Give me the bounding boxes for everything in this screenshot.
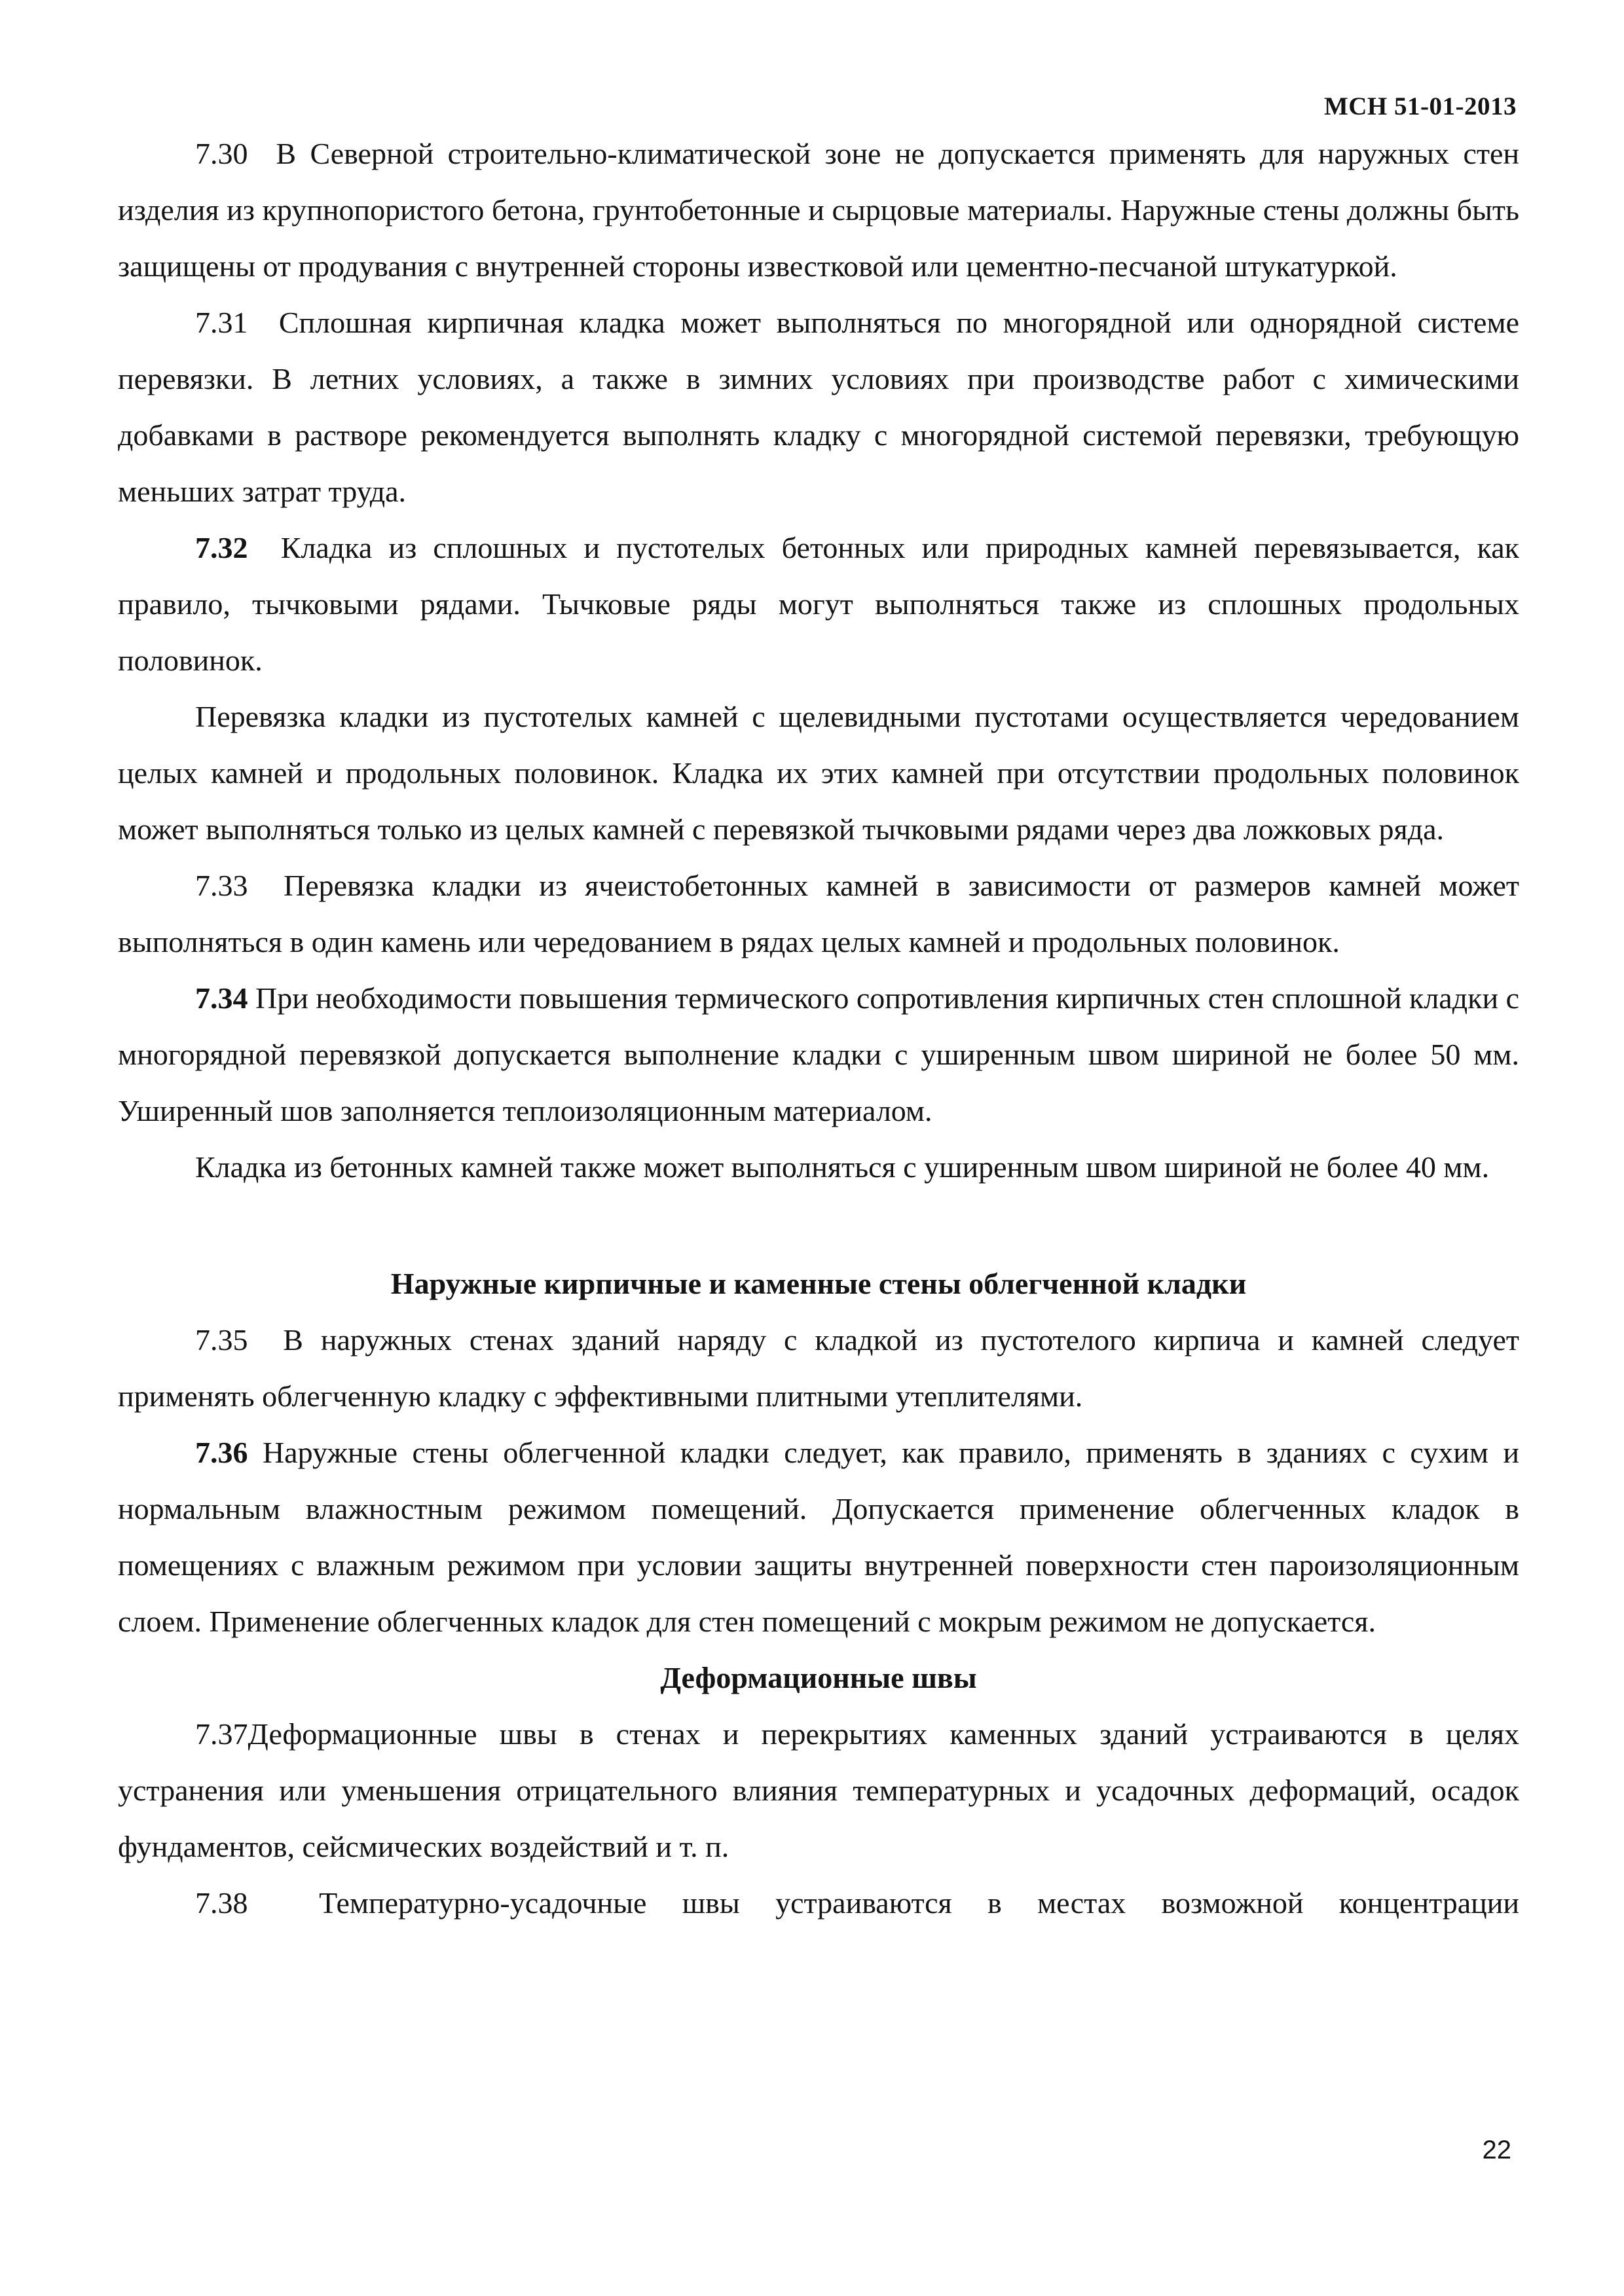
paragraph-7-34 — [118, 970, 1519, 1139]
paragraph-text: Температурно-усадочные швы устраиваются в местах возможной концентрации — [319, 1886, 1519, 1920]
paragraph-7-32 — [118, 520, 1519, 689]
paragraph-text: Кладка из бетонных камней также может выполняться с уширенным швом шириной не более 40 мм. — [195, 1150, 1490, 1184]
paragraph-text: В Северной строительно-климатической зоне не допускается применять для наружных стен изделия из крупнопористого бетона, грунтобетонные и сырцовые материалы. Наружные стены должны быть защищены от продувания с внутренней стороны известковой или цементно-песчаной штукатуркой. — [118, 137, 1520, 283]
clause-number: 7.32 — [195, 531, 248, 564]
paragraph-text: В наружных стенах зданий наряду с кладкой из пустотелого кирпича и камней следует применять облегченную кладку с эффективными плитными утеплителями. — [118, 1323, 1520, 1413]
paragraph-text: При необходимости повышения термического сопротивления кирпичных стен сплошной кладки с многорядной перевязкой допускается выполнение кладки с уширенным швом шириной не более 50 мм. Уширенный шов заполняется теплоизоляционным материалом. — [118, 981, 1520, 1127]
paragraph-7-37 — [118, 1706, 1519, 1875]
section-heading-expansion-joints: Деформационные швы — [660, 1661, 977, 1694]
paragraph-text: Перевязка кладки из ячеистобетонных камней в зависимости от размеров камней может выполняться в один камень или чередованием в рядах целых камней и продольных половинок. — [118, 869, 1519, 958]
clause-number: 7.37 — [195, 1717, 248, 1751]
clause-number: 7.34 — [195, 981, 248, 1015]
clause-number: 7.35 — [195, 1323, 248, 1357]
clause-number: 7.33 — [195, 869, 248, 902]
clause-number: 7.30 — [195, 137, 248, 170]
paragraph-7-38 — [118, 1875, 1519, 1931]
clause-number: 7.31 — [195, 306, 248, 339]
document-body — [118, 126, 1519, 1931]
clause-number: 7.38 — [195, 1886, 248, 1920]
paragraph-7-33 — [118, 858, 1519, 970]
paragraph-text: Сплошная кирпичная кладка может выполняться по многорядной или однорядной системе перевязки. В летних условиях, а также в зимних условиях при производстве работ с химическими добавками в растворе рекомендуется выполнять кладку с многорядной системой перевязки, требующую меньших затрат труда. — [118, 306, 1519, 508]
paragraph-text: Перевязка кладки из пустотелых камней с щелевидными пустотами осуществляется чередованием целых камней и продольных половинок. Кладка их этих камней при отсутствии продольных половинок может выполняться только из целых камней с перевязкой тычковыми рядами через два ложковых ряда. — [118, 700, 1519, 846]
document-code: МСН 51-01-2013 — [1323, 92, 1517, 120]
paragraph-text: Наружные стены облегченной кладки следует, как правило, применять в зданиях с сухим и нормальным влажностным режимом помещений. Допускается применение облегченных кладок в помещениях с влажным режимом при условии защиты внутренней поверхности стен пароизоляционным слоем. Применение облегченных кладок для стен помещений с мокрым режимом не допускается. — [118, 1436, 1519, 1638]
page-number: 22 — [1482, 2136, 1511, 2164]
paragraph-7-31 — [118, 295, 1519, 520]
paragraph-text: Кладка из сплошных и пустотелых бетонных или природных камней перевязывается, как правило, тычковыми рядами. Тычковые ряды могут выполняться также из сплошных продольных половинок. — [118, 531, 1519, 677]
paragraph-7-36 — [118, 1425, 1519, 1650]
paragraph-7-30 — [118, 126, 1519, 295]
clause-number: 7.36 — [195, 1436, 248, 1469]
paragraph-7-34-continued — [118, 1139, 1519, 1195]
section-heading-lightweight-masonry: Наружные кирпичные и каменные стены облегченной кладки — [390, 1267, 1247, 1300]
paragraph-text: Деформационные швы в стенах и перекрытиях каменных зданий устраиваются в целях устранения или уменьшения отрицательного влияния температурных и усадочных деформаций, осадок фундаментов, сейсмических воздействий и т. п. — [118, 1717, 1519, 1863]
paragraph-7-35 — [118, 1312, 1519, 1425]
paragraph-7-32-continued — [118, 689, 1519, 858]
